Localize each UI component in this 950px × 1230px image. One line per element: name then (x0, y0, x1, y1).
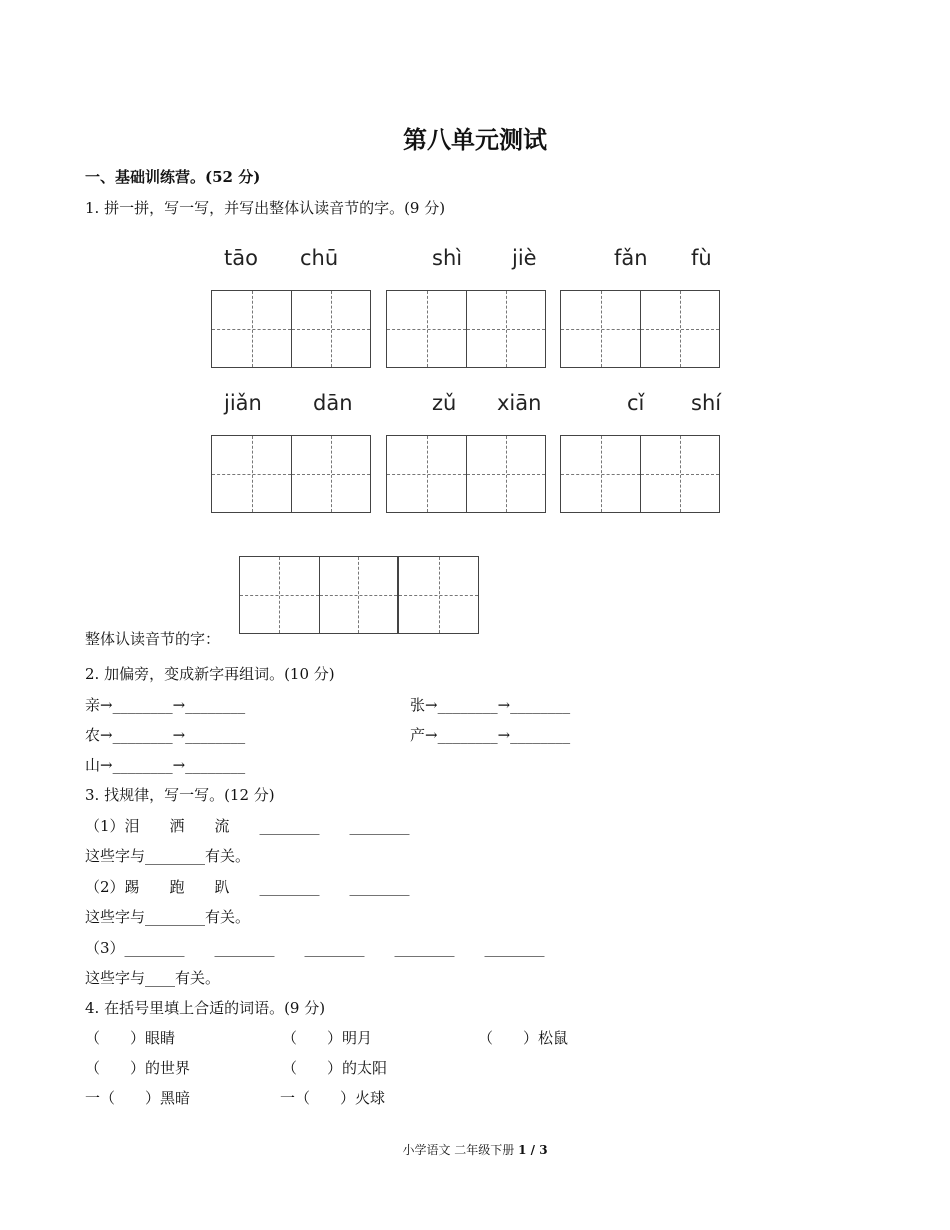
writing-box[interactable] (211, 435, 371, 513)
footer-text: 小学语文 二年级下册 (402, 1143, 515, 1157)
q2-prompt: 2. 加偏旁，变成新字再组词。(10 分) (85, 665, 335, 683)
q4-item[interactable]: 一（ ）火球 (280, 1089, 386, 1107)
q3-part3[interactable]: （3）________ ________ ________ ________ ________ (85, 939, 545, 957)
q4-item[interactable]: （ ）眼睛 (85, 1029, 176, 1047)
q2-row[interactable]: 亲→________→________ (85, 696, 246, 714)
writing-box[interactable] (386, 435, 546, 513)
pinyin-chu: chū (300, 246, 339, 270)
section-heading: 一、基础训练营。(52 分) (85, 168, 261, 186)
pinyin-shi2: shí (691, 391, 722, 415)
q3-part1[interactable]: （1）泪 洒 流 ________ ________ (85, 817, 410, 835)
pinyin-fan: fǎn (614, 246, 648, 270)
q4-item[interactable]: （ ）松鼠 (478, 1029, 569, 1047)
q3-part3-note[interactable]: 这些字与____有关。 (85, 969, 221, 987)
pinyin-tao: tāo (224, 246, 258, 270)
pinyin-dan: dān (313, 391, 353, 415)
q3-part1-note[interactable]: 这些字与________有关。 (85, 847, 251, 865)
pinyin-jian: jiǎn (224, 391, 262, 415)
q3-part2[interactable]: （2）踢 跑 趴 ________ ________ (85, 878, 410, 896)
writing-box[interactable] (560, 290, 720, 368)
page-title: 第八单元测试 (403, 125, 547, 154)
q1-prompt: 1. 拼一拼，写一写，并写出整体认读音节的字。(9 分) (85, 199, 446, 217)
q4-item[interactable]: （ ）的世界 (85, 1059, 191, 1077)
writing-box[interactable] (560, 435, 720, 513)
q2-row[interactable]: 农→________→________ (85, 726, 246, 744)
overall-syllable-label: 整体认读音节的字： (85, 630, 221, 648)
writing-box[interactable] (386, 290, 546, 368)
writing-box-overall[interactable] (239, 556, 398, 634)
q2-row[interactable]: 山→________→________ (85, 756, 246, 774)
writing-box-overall[interactable] (398, 556, 479, 634)
q3-part2-note[interactable]: 这些字与________有关。 (85, 908, 251, 926)
q4-prompt: 4. 在括号里填上合适的词语。(9 分) (85, 999, 326, 1017)
pinyin-ci: cǐ (627, 391, 645, 415)
pinyin-zu: zǔ (432, 391, 457, 415)
page-number: 1 / 3 (518, 1143, 548, 1157)
q2-row[interactable]: 张→________→________ (410, 696, 571, 714)
pinyin-fu: fù (691, 246, 712, 270)
page-footer (0, 1141, 950, 1158)
q4-item[interactable]: （ ）明月 (282, 1029, 373, 1047)
pinyin-shi: shì (432, 246, 463, 270)
q4-item[interactable]: （ ）的太阳 (282, 1059, 388, 1077)
q4-item[interactable]: 一（ ）黑暗 (85, 1089, 191, 1107)
pinyin-xian: xiān (497, 391, 542, 415)
writing-box[interactable] (211, 290, 371, 368)
q3-prompt: 3. 找规律，写一写。(12 分) (85, 786, 275, 804)
pinyin-jie: jiè (512, 246, 537, 270)
q2-row[interactable]: 产→________→________ (410, 726, 571, 744)
